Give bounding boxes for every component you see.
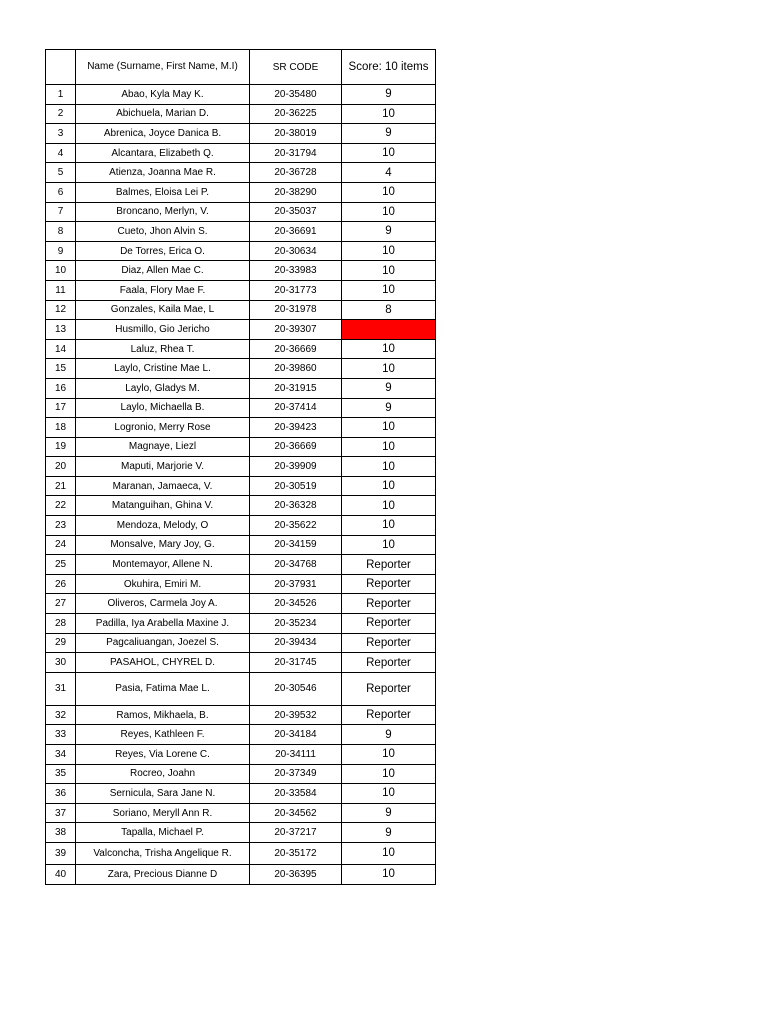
score-cell: 9 — [342, 823, 436, 843]
row-number-cell: 35 — [46, 764, 76, 784]
score-cell: 10 — [342, 280, 436, 300]
score-table-body — [46, 50, 436, 885]
sr-code-cell: 20-37217 — [250, 823, 342, 843]
row-number-cell: 16 — [46, 378, 76, 398]
row-number-cell: 28 — [46, 614, 76, 634]
row-number-cell: 36 — [46, 784, 76, 804]
table-row — [46, 555, 436, 575]
table-row — [46, 764, 436, 784]
row-number-cell: 7 — [46, 202, 76, 222]
row-number-cell: 20 — [46, 457, 76, 477]
row-number-cell: 26 — [46, 574, 76, 594]
student-name-cell: Laylo, Gladys M. — [76, 378, 250, 398]
table-row — [46, 163, 436, 183]
row-number-cell: 6 — [46, 182, 76, 202]
student-name-cell: Monsalve, Mary Joy, G. — [76, 535, 250, 555]
sr-code-cell: 20-36728 — [250, 163, 342, 183]
table-row — [46, 261, 436, 281]
table-row — [46, 378, 436, 398]
table-row — [46, 182, 436, 202]
student-name-cell: Magnaye, Liezl — [76, 437, 250, 457]
row-number-cell: 15 — [46, 359, 76, 379]
table-row — [46, 143, 436, 163]
table-row — [46, 85, 436, 105]
row-number-cell: 14 — [46, 339, 76, 359]
table-row — [46, 594, 436, 614]
table-row — [46, 124, 436, 144]
header-name-cell: Name (Surname, First Name, M.I) — [76, 50, 250, 85]
sr-code-cell: 20-34111 — [250, 745, 342, 765]
row-number-cell: 4 — [46, 143, 76, 163]
table-row — [46, 672, 436, 705]
sr-code-cell: 20-34526 — [250, 594, 342, 614]
table-row — [46, 320, 436, 340]
student-name-cell: Tapalla, Michael P. — [76, 823, 250, 843]
score-cell: 10 — [342, 496, 436, 516]
score-cell: 10 — [342, 182, 436, 202]
sr-code-cell: 20-30519 — [250, 476, 342, 496]
student-name-cell: Laylo, Cristine Mae L. — [76, 359, 250, 379]
sr-code-cell: 20-38290 — [250, 182, 342, 202]
sr-code-cell: 20-39307 — [250, 320, 342, 340]
row-number-cell: 29 — [46, 633, 76, 653]
header-score-cell: Score: 10 items — [342, 50, 436, 85]
student-name-cell: Diaz, Allen Mae C. — [76, 261, 250, 281]
student-name-cell: Soriano, Meryll Ann R. — [76, 803, 250, 823]
student-name-cell: Ramos, Mikhaela, B. — [76, 705, 250, 725]
score-cell: Reporter — [342, 672, 436, 705]
table-row — [46, 437, 436, 457]
table-row — [46, 280, 436, 300]
row-number-cell: 27 — [46, 594, 76, 614]
score-cell: Reporter — [342, 653, 436, 673]
score-cell: 9 — [342, 378, 436, 398]
score-cell: 9 — [342, 725, 436, 745]
row-number-cell: 22 — [46, 496, 76, 516]
student-name-cell: Laylo, Michaella B. — [76, 398, 250, 418]
row-number-cell: 37 — [46, 803, 76, 823]
sr-code-cell: 20-34159 — [250, 535, 342, 555]
row-number-cell: 10 — [46, 261, 76, 281]
row-number-cell: 39 — [46, 842, 76, 864]
sr-code-cell: 20-37414 — [250, 398, 342, 418]
student-name-cell: Gonzales, Kaila Mae, L — [76, 300, 250, 320]
sr-code-cell: 20-34562 — [250, 803, 342, 823]
table-row — [46, 633, 436, 653]
score-cell: 9 — [342, 803, 436, 823]
score-cell: 10 — [342, 535, 436, 555]
student-name-cell: Maputi, Marjorie V. — [76, 457, 250, 477]
row-number-cell: 32 — [46, 705, 76, 725]
sr-code-cell: 20-35622 — [250, 516, 342, 536]
student-name-cell: Okuhira, Emiri M. — [76, 574, 250, 594]
table-row — [46, 202, 436, 222]
score-cell: 10 — [342, 516, 436, 536]
sr-code-cell: 20-30634 — [250, 241, 342, 261]
student-name-cell: Mendoza, Melody, O — [76, 516, 250, 536]
row-number-cell: 31 — [46, 672, 76, 705]
table-row — [46, 745, 436, 765]
row-number-cell: 25 — [46, 555, 76, 575]
sr-code-cell: 20-39423 — [250, 418, 342, 438]
student-name-cell: Abichuela, Marian D. — [76, 104, 250, 124]
row-number-cell: 9 — [46, 241, 76, 261]
row-number-cell: 2 — [46, 104, 76, 124]
sr-code-cell: 20-31773 — [250, 280, 342, 300]
table-row — [46, 574, 436, 594]
student-name-cell: Valconcha, Trisha Angelique R. — [76, 842, 250, 864]
score-cell: 10 — [342, 241, 436, 261]
table-row — [46, 457, 436, 477]
score-cell: 10 — [342, 764, 436, 784]
score-cell: 9 — [342, 398, 436, 418]
table-row — [46, 803, 436, 823]
table-row — [46, 784, 436, 804]
row-number-cell: 8 — [46, 222, 76, 242]
student-name-cell: Balmes, Eloisa Lei P. — [76, 182, 250, 202]
score-cell: 10 — [342, 864, 436, 884]
score-cell: 10 — [342, 261, 436, 281]
score-cell: 10 — [342, 359, 436, 379]
score-cell: 10 — [342, 842, 436, 864]
table-row — [46, 398, 436, 418]
header-row — [46, 50, 436, 85]
sr-code-cell: 20-37931 — [250, 574, 342, 594]
table-row — [46, 842, 436, 864]
row-number-cell: 24 — [46, 535, 76, 555]
table-row — [46, 864, 436, 884]
table-row — [46, 516, 436, 536]
table-row — [46, 418, 436, 438]
row-number-cell: 3 — [46, 124, 76, 144]
sr-code-cell: 20-31915 — [250, 378, 342, 398]
student-name-cell: Laluz, Rhea T. — [76, 339, 250, 359]
row-number-cell: 12 — [46, 300, 76, 320]
score-cell: Reporter — [342, 633, 436, 653]
table-row — [46, 339, 436, 359]
row-number-cell: 34 — [46, 745, 76, 765]
sr-code-cell: 20-35172 — [250, 842, 342, 864]
sr-code-cell: 20-38019 — [250, 124, 342, 144]
table-row — [46, 241, 436, 261]
student-name-cell: Logronio, Merry Rose — [76, 418, 250, 438]
sr-code-cell: 20-39909 — [250, 457, 342, 477]
score-cell: 10 — [342, 784, 436, 804]
sr-code-cell: 20-31794 — [250, 143, 342, 163]
sr-code-cell: 20-33983 — [250, 261, 342, 281]
score-cell: Reporter — [342, 574, 436, 594]
student-name-cell: Atienza, Joanna Mae R. — [76, 163, 250, 183]
table-row — [46, 222, 436, 242]
student-name-cell: Pasia, Fatima Mae L. — [76, 672, 250, 705]
student-name-cell: Reyes, Via Lorene C. — [76, 745, 250, 765]
sr-code-cell: 20-34768 — [250, 555, 342, 575]
score-table — [45, 49, 436, 885]
student-name-cell: Abrenica, Joyce Danica B. — [76, 124, 250, 144]
sr-code-cell: 20-36669 — [250, 437, 342, 457]
student-name-cell: De Torres, Erica O. — [76, 241, 250, 261]
student-name-cell: Matanguihan, Ghina V. — [76, 496, 250, 516]
student-name-cell: Husmillo, Gio Jericho — [76, 320, 250, 340]
student-name-cell: Zara, Precious Dianne D — [76, 864, 250, 884]
sr-code-cell: 20-39860 — [250, 359, 342, 379]
sr-code-cell: 20-36395 — [250, 864, 342, 884]
row-number-cell: 17 — [46, 398, 76, 418]
header-sr-code-cell: SR CODE — [250, 50, 342, 85]
sr-code-cell: 20-35037 — [250, 202, 342, 222]
student-name-cell: Cueto, Jhon Alvin S. — [76, 222, 250, 242]
sr-code-cell: 20-39532 — [250, 705, 342, 725]
score-cell: 10 — [342, 104, 436, 124]
sr-code-cell: 20-31978 — [250, 300, 342, 320]
student-name-cell: Sernicula, Sara Jane N. — [76, 784, 250, 804]
row-number-cell: 1 — [46, 85, 76, 105]
sr-code-cell: 20-31745 — [250, 653, 342, 673]
student-name-cell: Pagcaliuangan, Joezel S. — [76, 633, 250, 653]
row-number-cell: 33 — [46, 725, 76, 745]
student-name-cell: Reyes, Kathleen F. — [76, 725, 250, 745]
score-cell: 4 — [342, 163, 436, 183]
table-row — [46, 614, 436, 634]
sr-code-cell: 20-39434 — [250, 633, 342, 653]
table-row — [46, 725, 436, 745]
sr-code-cell: 20-37349 — [250, 764, 342, 784]
table-row — [46, 104, 436, 124]
row-number-cell: 18 — [46, 418, 76, 438]
score-cell: 9 — [342, 222, 436, 242]
student-name-cell: Oliveros, Carmela Joy A. — [76, 594, 250, 614]
table-row — [46, 653, 436, 673]
student-name-cell: Abao, Kyla May K. — [76, 85, 250, 105]
sr-code-cell: 20-36225 — [250, 104, 342, 124]
row-number-cell: 19 — [46, 437, 76, 457]
table-row — [46, 705, 436, 725]
score-cell: 10 — [342, 143, 436, 163]
score-cell: Reporter — [342, 594, 436, 614]
sr-code-cell: 20-34184 — [250, 725, 342, 745]
student-name-cell: Maranan, Jamaeca, V. — [76, 476, 250, 496]
row-number-cell: 40 — [46, 864, 76, 884]
table-row — [46, 300, 436, 320]
score-cell: Reporter — [342, 705, 436, 725]
sr-code-cell: 20-33584 — [250, 784, 342, 804]
row-number-cell: 21 — [46, 476, 76, 496]
score-cell: 10 — [342, 476, 436, 496]
student-name-cell: Padilla, Iya Arabella Maxine J. — [76, 614, 250, 634]
table-row — [46, 476, 436, 496]
score-cell: 10 — [342, 457, 436, 477]
row-number-cell: 23 — [46, 516, 76, 536]
score-cell — [342, 320, 436, 340]
score-cell: 9 — [342, 124, 436, 144]
student-name-cell: PASAHOL, CHYREL D. — [76, 653, 250, 673]
score-cell: Reporter — [342, 614, 436, 634]
row-number-cell: 5 — [46, 163, 76, 183]
row-number-cell: 30 — [46, 653, 76, 673]
sr-code-cell: 20-36669 — [250, 339, 342, 359]
student-name-cell: Broncano, Merlyn, V. — [76, 202, 250, 222]
score-cell: 8 — [342, 300, 436, 320]
table-row — [46, 823, 436, 843]
score-cell: 10 — [342, 437, 436, 457]
sr-code-cell: 20-30546 — [250, 672, 342, 705]
sr-code-cell: 20-36328 — [250, 496, 342, 516]
student-name-cell: Alcantara, Elizabeth Q. — [76, 143, 250, 163]
score-cell: 10 — [342, 339, 436, 359]
score-cell: 10 — [342, 745, 436, 765]
row-number-cell: 38 — [46, 823, 76, 843]
row-number-cell: 13 — [46, 320, 76, 340]
student-name-cell: Rocreo, Joahn — [76, 764, 250, 784]
score-cell: 10 — [342, 202, 436, 222]
student-name-cell: Faala, Flory Mae F. — [76, 280, 250, 300]
table-row — [46, 496, 436, 516]
student-name-cell: Montemayor, Allene N. — [76, 555, 250, 575]
header-num-cell — [46, 50, 76, 85]
score-cell: 10 — [342, 418, 436, 438]
table-row — [46, 359, 436, 379]
score-cell: 9 — [342, 85, 436, 105]
table-row — [46, 535, 436, 555]
sr-code-cell: 20-35480 — [250, 85, 342, 105]
score-cell: Reporter — [342, 555, 436, 575]
sr-code-cell: 20-35234 — [250, 614, 342, 634]
sr-code-cell: 20-36691 — [250, 222, 342, 242]
row-number-cell: 11 — [46, 280, 76, 300]
